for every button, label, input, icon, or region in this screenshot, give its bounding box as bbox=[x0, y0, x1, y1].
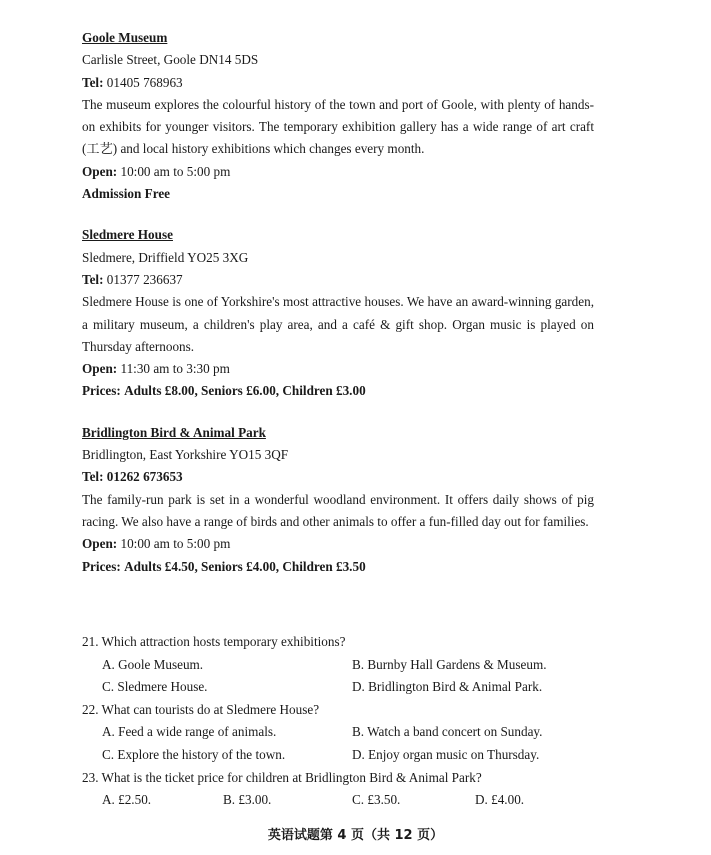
open-label: Open: bbox=[82, 163, 118, 179]
attraction-address: Carlisle Street, Goole DN14 5DS bbox=[82, 52, 259, 68]
attraction-sledmere-house bbox=[82, 224, 594, 402]
attraction-title: Bridlington Bird & Animal Park bbox=[82, 424, 266, 440]
tel-label: Tel: bbox=[82, 469, 104, 485]
option-c: C. Sledmere House. bbox=[102, 679, 208, 695]
tel-number: 01262 673653 bbox=[106, 469, 183, 485]
tel-number: 01377 236637 bbox=[106, 271, 183, 287]
prices-value: Adults £4.50, Seniors £4.00, Children £3.50 bbox=[124, 558, 366, 574]
opening-hours: 11:30 am to 3:30 pm bbox=[120, 361, 230, 377]
option-a: A. Feed a wide range of animals. bbox=[102, 724, 277, 740]
page-footer: 英语试题第 4 页（共 12 页） bbox=[267, 828, 444, 843]
option-a: A. Goole Museum. bbox=[102, 656, 204, 672]
option-c: C. £3.50. bbox=[352, 792, 401, 808]
opening-hours: 10:00 am to 5:00 pm bbox=[120, 536, 231, 552]
question-stem: 22. What can tourists do at Sledmere House? bbox=[82, 701, 320, 717]
option-a: A. £2.50. bbox=[102, 792, 152, 808]
attraction-description: The museum explores the colourful history of the town and port of Goole, with plenty of hands-on exhibits for younger visitors. The temporary exhibition gallery has a wide range of art craft (工艺) and local history exhibitions which changes every month. bbox=[82, 96, 594, 157]
question-stem: 21. Which attraction hosts temporary exhibitions? bbox=[82, 634, 346, 649]
tel-label: Tel: bbox=[82, 271, 104, 287]
attraction-bridlington-park bbox=[82, 422, 594, 578]
opening-hours: 10:00 am to 5:00 pm bbox=[120, 163, 231, 179]
attraction-description: Sledmere House is one of Yorkshire's most attractive houses. We have an award-winning garden, a military museum, a children's play area, and a café & gift shop. Organ music is played on Thursday afternoons. bbox=[82, 294, 594, 354]
option-d: D. Bridlington Bird & Animal Park. bbox=[352, 679, 543, 695]
prices-label: Prices: bbox=[82, 558, 121, 574]
attraction-title: Sledmere House bbox=[82, 227, 173, 243]
open-label: Open: bbox=[82, 361, 118, 377]
attraction-goole-museum bbox=[82, 27, 594, 205]
prices-label: Prices: bbox=[82, 383, 121, 399]
option-d: D. £4.00. bbox=[475, 792, 525, 808]
tel-label: Tel: bbox=[82, 74, 104, 90]
tel-number: 01405 768963 bbox=[106, 74, 183, 90]
option-b: B. Burnby Hall Gardens & Museum. bbox=[352, 656, 547, 672]
attractions-list bbox=[82, 27, 594, 597]
option-d: D. Enjoy organ music on Thursday. bbox=[352, 746, 540, 762]
open-label: Open: bbox=[82, 536, 118, 552]
question-section bbox=[82, 631, 622, 812]
attraction-address: Bridlington, East Yorkshire YO15 3QF bbox=[82, 447, 289, 463]
attraction-description: The family-run park is set in a wonderful woodland environment. It offers daily shows of pig racing. We also have a range of birds and other animals to offer a fun-filled day out for families. bbox=[82, 491, 594, 529]
attraction-title: Goole Museum bbox=[82, 30, 168, 45]
question-stem: 23. What is the ticket price for children at Bridlington Bird & Animal Park? bbox=[82, 769, 482, 785]
prices-value: Adults £8.00, Seniors £6.00, Children £3.00 bbox=[124, 383, 366, 399]
admission-info: Admission Free bbox=[82, 186, 171, 202]
option-c: C. Explore the history of the town. bbox=[102, 746, 286, 762]
option-b: B. Watch a band concert on Sunday. bbox=[352, 724, 543, 740]
attraction-address: Sledmere, Driffield YO25 3XG bbox=[82, 249, 249, 265]
option-b: B. £3.00. bbox=[223, 792, 272, 808]
